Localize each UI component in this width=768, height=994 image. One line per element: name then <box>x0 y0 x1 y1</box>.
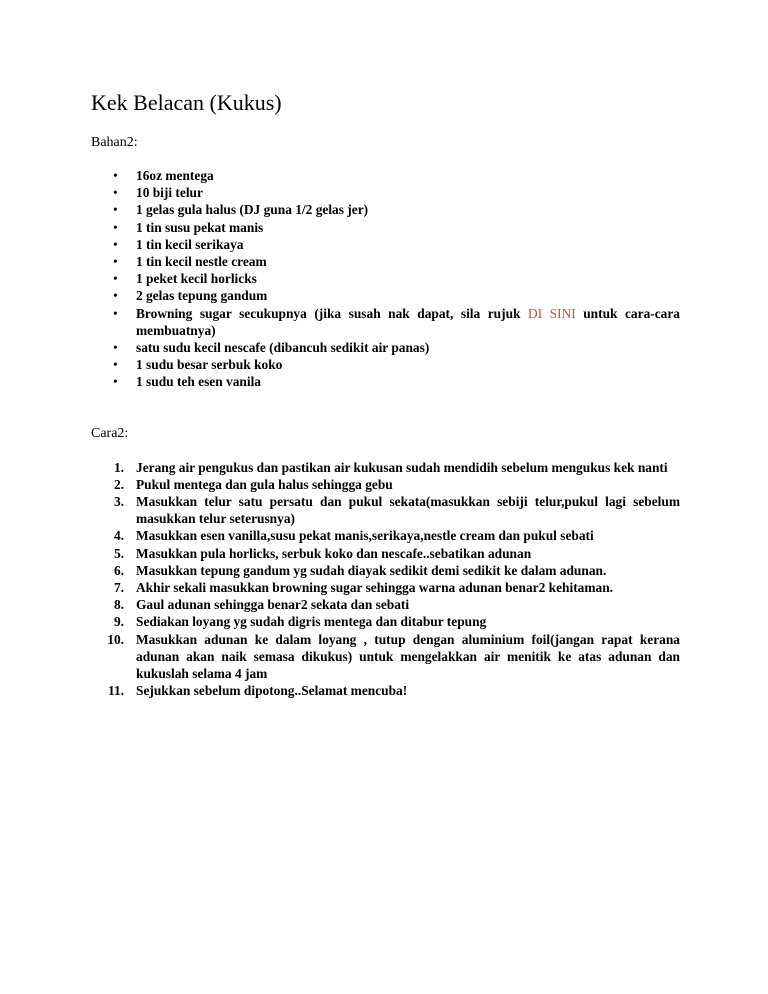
bullet-icon: • <box>113 202 118 218</box>
step-item: 1. Jerang air pengukus dan pastikan air kukusan sudah mendidih sebelum mengukus kek nanti <box>91 459 680 476</box>
step-number: 1. <box>113 459 124 475</box>
di-sini-link[interactable]: DI SINI <box>528 305 576 321</box>
bullet-icon: • <box>113 254 118 270</box>
step-number: 4. <box>113 528 124 544</box>
ingredient-item: • Browning sugar secukupnya (jika susah nak dapat, sila rujuk DI SINI untuk cara-cara membuatnya) <box>113 305 680 338</box>
bullet-icon: • <box>113 271 118 287</box>
ingredient-item: • 2 gelas tepung gandum <box>113 288 268 304</box>
bullet-icon: • <box>113 185 118 201</box>
ingredient-item: • 1 tin kecil serikaya <box>113 236 244 252</box>
ingredients-list <box>91 167 680 391</box>
step-item: 7. Akhir sekali masukkan browning sugar sehingga warna adunan benar2 kehitaman. <box>91 579 680 596</box>
steps-list <box>91 459 680 700</box>
ingredient-item: • 10 biji telur <box>113 185 203 201</box>
bullet-icon: • <box>113 236 118 252</box>
step-number: 3. <box>113 494 124 510</box>
ingredient-item: • 1 gelas gula halus (DJ guna 1/2 gelas jer) <box>113 202 369 218</box>
bullet-icon: • <box>113 340 118 356</box>
step-item: 9. Sediakan loyang yg sudah digris mentega dan ditabur tepung <box>91 613 680 630</box>
step-item: 11. Sejukkan sebelum dipotong..Selamat mencuba! <box>91 682 680 699</box>
ingredient-item: • 1 peket kecil horlicks <box>113 271 257 287</box>
step-item: 6. Masukkan tepung gandum yg sudah diayak sedikit demi sedikit ke dalam adunan. <box>91 562 680 579</box>
step-number: 7. <box>113 580 124 596</box>
step-item: 10. Masukkan adunan ke dalam loyang , tutup dengan aluminium foil(jangan rapat kerana adunan akan naik semasa dikukus) untuk mengelakkan air menitik ke atas adunan dan kukuslah selama 4 jam <box>91 631 680 683</box>
step-item: 3. Masukkan telur satu persatu dan pukul sekata(masukkan sebiji telur,pukul lagi sebelum masukkan telur seterusnya) <box>91 493 680 527</box>
bullet-icon: • <box>113 305 118 321</box>
step-number: 5. <box>113 545 124 561</box>
step-number: 10. <box>107 631 124 647</box>
cara-heading: Cara2: <box>91 425 129 441</box>
step-number: 2. <box>113 476 124 492</box>
ingredient-item: • 1 sudu besar serbuk koko <box>113 357 283 373</box>
ingredient-item: • satu sudu kecil nescafe (dibancuh sedikit air panas) <box>113 340 430 356</box>
page-title: Kek Belacan (Kukus) <box>91 90 282 115</box>
ingredient-item: • 1 sudu teh esen vanila <box>113 374 262 390</box>
bullet-icon: • <box>113 219 118 235</box>
step-item: 8. Gaul adunan sehingga benar2 sekata dan sebati <box>91 596 680 613</box>
ingredient-item: • 1 tin susu pekat manis <box>113 219 264 235</box>
step-number: 6. <box>113 562 124 578</box>
bullet-icon: • <box>113 288 118 304</box>
step-item: 5. Masukkan pula horlicks, serbuk koko dan nescafe..sebatikan adunan <box>91 545 680 562</box>
ingredient-item: • 1 tin kecil nestle cream <box>113 254 267 270</box>
bullet-icon: • <box>113 168 118 183</box>
step-number: 9. <box>113 614 124 630</box>
bahan-heading: Bahan2: <box>91 135 138 150</box>
step-item: 4. Masukkan esen vanilla,susu pekat manis,serikaya,nestle cream dan pukul sebati <box>91 527 680 544</box>
document-page <box>91 88 680 699</box>
bullet-icon: • <box>113 357 118 373</box>
step-item: 2. Pukul mentega dan gula halus sehingga gebu <box>91 476 680 493</box>
bullet-icon: • <box>113 374 118 390</box>
step-number: 11. <box>108 683 124 699</box>
step-number: 8. <box>113 597 124 613</box>
ingredient-item: • 16oz mentega <box>113 168 214 183</box>
